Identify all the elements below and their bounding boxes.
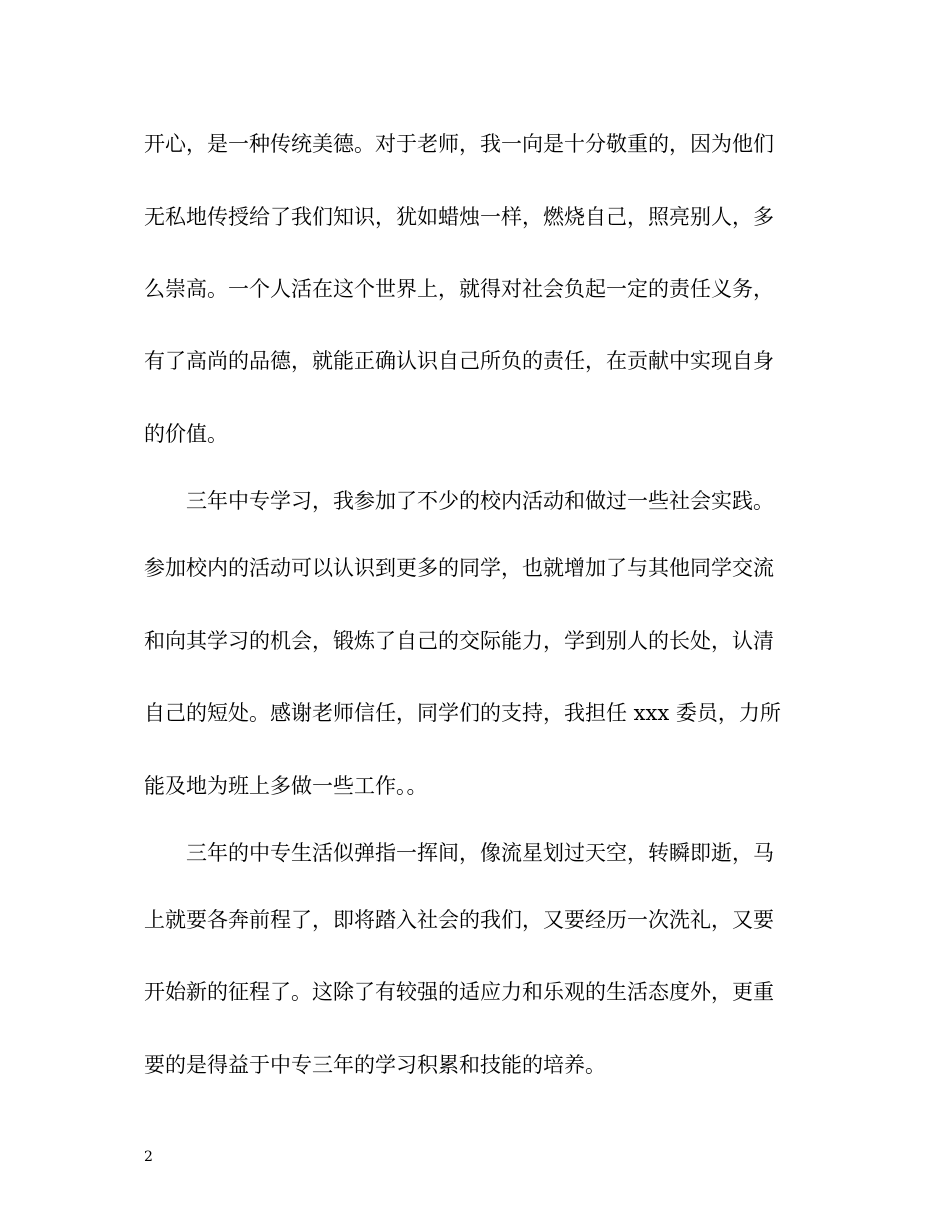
paragraph-start-line: 三年中专学习，我参加了不少的校内活动和做过一些社会实践。 [186, 489, 774, 513]
text-line: 要的是得益于中专三年的学习积累和技能的培养。 [144, 1053, 606, 1077]
page-number: 2 [144, 1149, 153, 1165]
text-line: 能及地为班上多做一些工作。。 [144, 774, 428, 798]
text-line: 和向其学习的机会，锻炼了自己的交际能力，学到别人的长处，认清 [144, 629, 774, 653]
text-line: 的价值。 [144, 422, 228, 446]
text-line: 开始新的征程了。这除了有较强的适应力和乐观的生活态度外，更重 [144, 980, 774, 1004]
paragraph-start-line: 三年的中专生活似弹指一挥间，像流星划过天空，转瞬即逝，马 [186, 841, 774, 865]
text-line: 自己的短处。感谢老师信任，同学们的支持，我担任 xxx 委员，力所 [144, 701, 781, 725]
text-line: 有了高尚的品德，就能正确认识自己所负的责任，在贡献中实现自身 [144, 349, 774, 373]
text-line: 开心，是一种传统美德。对于老师，我一向是十分敬重的，因为他们 [144, 132, 774, 156]
text-line: 参加校内的活动可以认识到更多的同学，也就增加了与其他同学交流 [144, 556, 774, 580]
text-line: 上就要各奔前程了，即将踏入社会的我们，又要经历一次洗礼，又要 [144, 908, 774, 932]
text-line: 么崇高。一个人活在这个世界上，就得对社会负起一定的责任义务， [144, 277, 774, 301]
text-line: 无私地传授给了我们知识，犹如蜡烛一样，燃烧自己，照亮别人，多 [144, 205, 774, 229]
